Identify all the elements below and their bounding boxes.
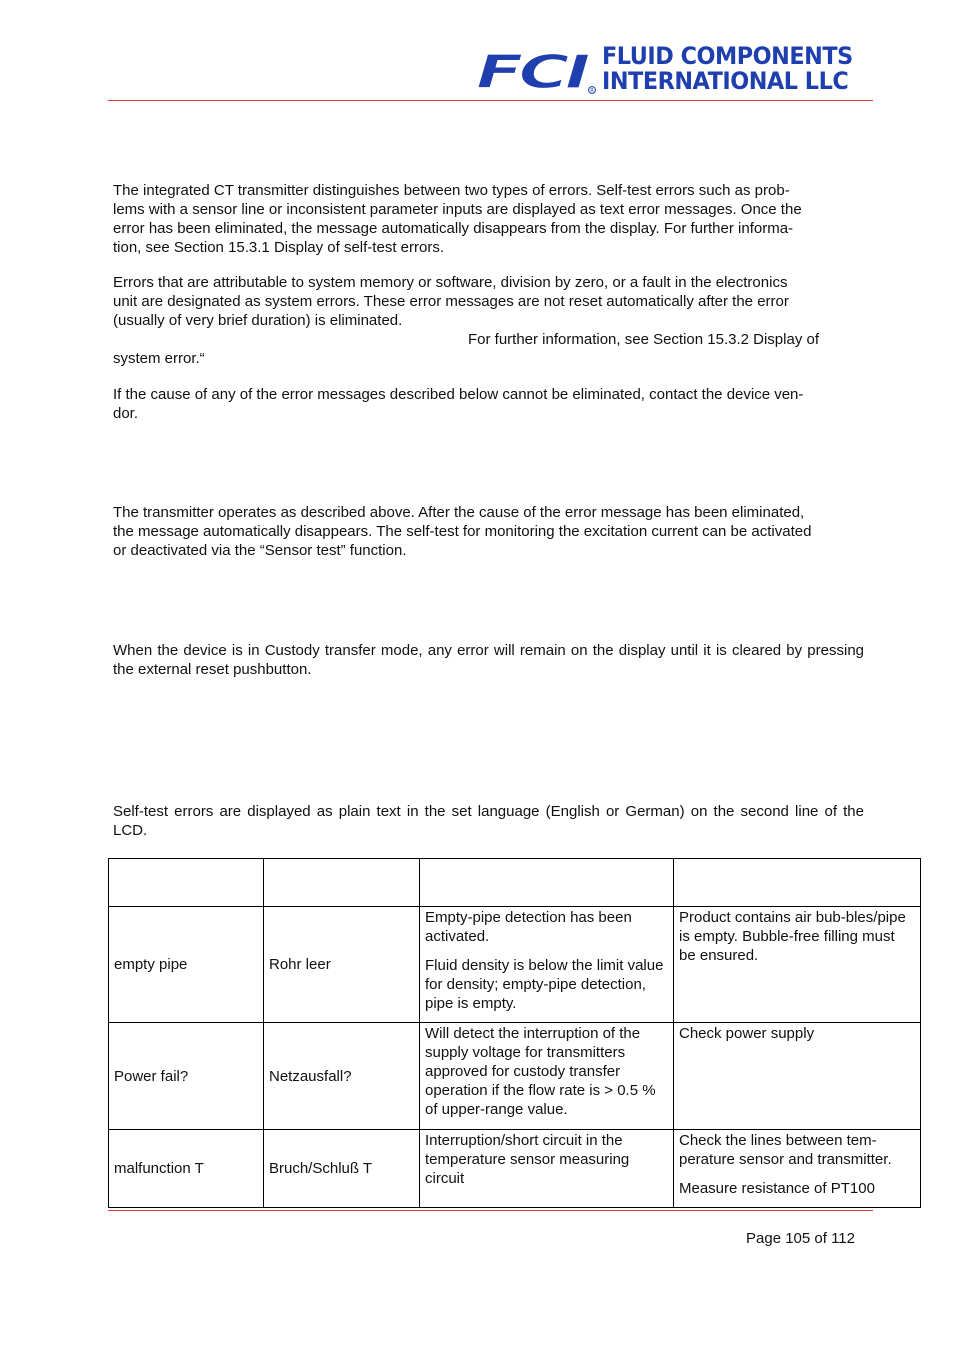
text-line: the message automatically disappears. The self-test for monitoring the excitation current can be activated: [113, 523, 812, 540]
cause-text: Interruption/short circuit in the temperature sensor measuring circuit: [425, 1132, 630, 1187]
error-remedy: [674, 1023, 921, 1130]
cause-text: Fluid density is below the limit value for density; empty-pipe detection, pipe is empty.: [425, 957, 664, 1012]
error-german: Bruch/Schluß T: [264, 1130, 420, 1208]
paragraph-transmitter-operation: [113, 503, 864, 560]
error-cause: [420, 1130, 674, 1208]
table-row: [109, 1130, 921, 1208]
company-name-line2: INTERNATIONAL LLC: [602, 67, 849, 95]
error-remedy: [674, 907, 921, 1023]
error-cause: [420, 907, 674, 1023]
paragraph-error-types: [113, 181, 864, 257]
text-line: tion, see Section 15.3.1 Display of self-test errors.: [113, 239, 444, 256]
error-english: malfunction T: [109, 1130, 264, 1208]
self-test-error-table: [108, 858, 921, 1208]
paragraph-system-errors: [113, 273, 864, 368]
error-german: Netzausfall?: [264, 1023, 420, 1130]
text-line: The transmitter operates as described above. After the cause of the error message has been eliminated,: [113, 504, 805, 521]
company-logo: [474, 44, 874, 96]
header-cause: [420, 859, 674, 907]
table-row: [109, 1023, 921, 1130]
text-line: error has been eliminated, the message automatically disappears from the display. For further informa-: [113, 220, 794, 237]
remedy-text: Product contains air bub-bles/pipe is empty. Bubble-free filling must be ensured.: [679, 909, 906, 964]
remedy-text: Check the lines between tem-perature sensor and transmitter.: [679, 1132, 892, 1168]
header-rule: [108, 100, 873, 101]
company-name-line1: FLUID COMPONENTS: [602, 42, 853, 70]
error-remedy: [674, 1130, 921, 1208]
company-name: [602, 44, 853, 94]
text-line: If the cause of any of the error messages described below cannot be eliminated, contact the device ven-: [113, 386, 804, 403]
text-line: system error.“: [113, 350, 205, 367]
text-line: Errors that are attributable to system memory or software, division by zero, or a fault in the electronics: [113, 274, 788, 291]
text-line: dor.: [113, 405, 139, 422]
text-line: The integrated CT transmitter distinguishes between two types of errors. Self-test errors such as prob-: [113, 182, 790, 199]
cause-text: Empty-pipe detection has been activated.: [425, 909, 632, 945]
footer-rule: [108, 1210, 873, 1211]
svg-text:R: R: [590, 88, 594, 94]
error-german: Rohr leer: [264, 907, 420, 1023]
header-remedy: [674, 859, 921, 907]
page-number: Page 105 of 112: [746, 1230, 855, 1247]
error-english: Power fail?: [109, 1023, 264, 1130]
table-row: [109, 907, 921, 1023]
table-header-row: [109, 859, 921, 907]
text-line: (usually of very brief duration) is eliminated.: [113, 312, 403, 329]
svg-text:FCI: FCI: [476, 48, 591, 94]
text-line: For further information, see Section 15.3.2 Display of: [468, 331, 820, 348]
remedy-text: Check power supply: [679, 1025, 815, 1042]
header-english: [109, 859, 264, 907]
paragraph-contact-vendor: [113, 385, 864, 423]
text-line: unit are designated as system errors. These error messages are not reset automatically after the error: [113, 293, 789, 310]
text-line: or deactivated via the “Sensor test” function.: [113, 542, 407, 559]
header-german: [264, 859, 420, 907]
cause-text: Will detect the interruption of the supply voltage for transmitters approved for custody transfer operation if the flow rate is > 0.5 % of upper-range value.: [425, 1025, 656, 1118]
error-english: empty pipe: [109, 907, 264, 1023]
fci-logo-mark: [474, 48, 599, 94]
error-cause: [420, 1023, 674, 1130]
text-line: lems with a sensor line or inconsistent parameter inputs are displayed as text error messages. Once the: [113, 201, 802, 218]
paragraph-self-test-display: Self-test errors are displayed as plain text in the set language (English or German) on the second line of the LCD.: [113, 803, 864, 839]
remedy-text: Measure resistance of PT100: [679, 1180, 875, 1197]
paragraph-custody-transfer: When the device is in Custody transfer mode, any error will remain on the display until it is cleared by pressing the external reset pushbutton.: [113, 642, 864, 678]
